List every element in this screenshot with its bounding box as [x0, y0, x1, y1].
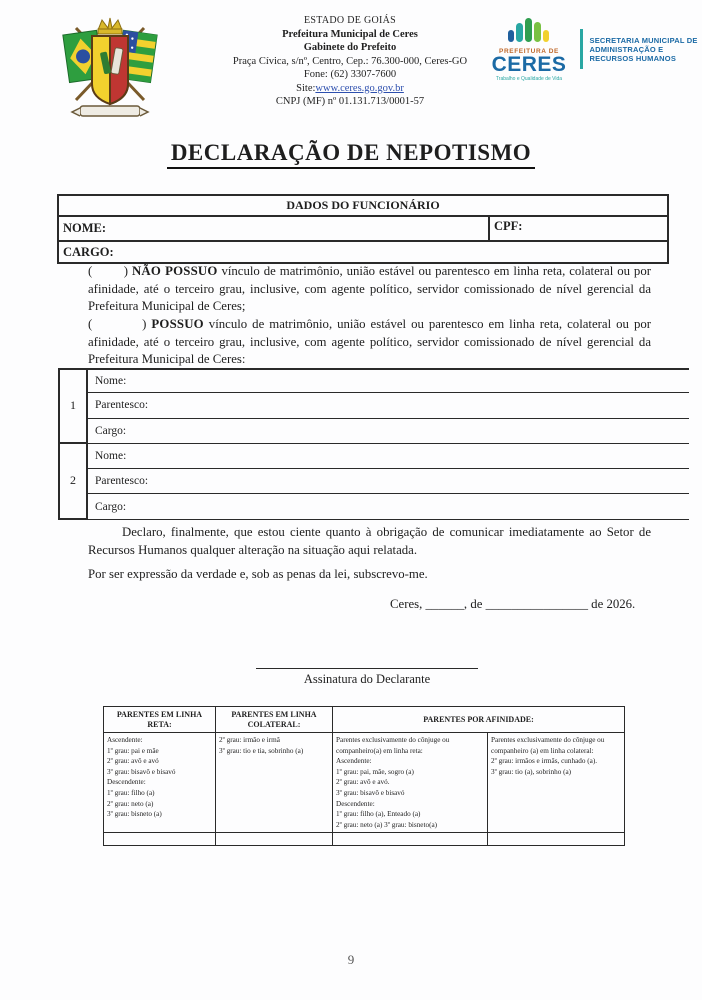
- kin-empty-row: [104, 833, 625, 846]
- kin-header-linha-reta: PARENTES EM LINHA RETA:: [104, 707, 216, 733]
- kin-col-colateral: 2º grau: irmão e irmã 3º grau: tio e tia, sobrinho (a): [216, 733, 333, 833]
- bars-icon: [505, 16, 553, 42]
- option-nao-possuo-text: vínculo de matrimônio, união estável ou parentesco em linha reta, colateral ou por afinidade, até o terceiro grau, inclusive, com agente político, servidor comissionado de nível gerencial da Prefeitura Municipal de Ceres;: [88, 264, 651, 314]
- letterhead-phone: Fone: (62) 3307-7600: [303, 69, 397, 80]
- shield-icon: [92, 36, 128, 104]
- logo-secretariat: SECRETARIA MUNICIPAL DE ADMINISTRAÇÃO E RECURSOS HUMANOS: [589, 35, 698, 63]
- logo-tagline: Trabalho e Qualidade de Vida: [495, 76, 563, 82]
- kin-col-afinidade-colateral: Parentes exclusivamente do cônjuge ou companheiro (a) em linha colateral: 2º grau: irmãos e irmãs, cunhado (a). 3º grau: tio (a), sobrinho (a): [488, 733, 625, 833]
- letterhead-dept: Gabinete do Prefeito: [303, 42, 397, 53]
- logo-name: CERES: [491, 53, 567, 76]
- crown-icon: [98, 18, 122, 34]
- relative-1-nome-field: Nome:: [88, 368, 689, 393]
- relative-1-cargo-field: Cargo:: [88, 419, 689, 444]
- option-possuo-text: vínculo de matrimônio, união estável ou parentesco em linha reta, colateral ou por afinidade, até o terceiro grau, inclusive, com agente político, servidor comissionado de nível gerencial da Prefeitura Municipal de Ceres:: [88, 317, 651, 367]
- letterhead-org: Prefeitura Municipal de Ceres: [282, 28, 418, 40]
- letterhead-address: Praça Cívica, s/nº, Centro, Cep.: 76.300-000, Ceres-GO: [232, 55, 468, 67]
- kin-col-linha-reta: Ascendente: 1º grau: pai e mãe 2º grau: avô e avó 3º grau: bisavô e bisavó Descendente: 1º grau: filho (a) 2º grau: neto (a) 3º grau: bisneto (a): [104, 733, 216, 833]
- employee-table-header: DADOS DO FUNCIONÁRIO: [59, 196, 667, 217]
- option-possuo-keyword: POSSUO: [151, 317, 204, 331]
- letterhead: [175, 14, 525, 109]
- relative-2-cargo-field: Cargo:: [88, 494, 689, 519]
- page-title: DECLARAÇÃO DE NEPOTISMO: [167, 140, 535, 169]
- employee-data-table: [57, 194, 669, 264]
- kin-header-afinidade: PARENTES POR AFINIDADE:: [333, 707, 625, 733]
- kin-header-colateral: PARENTES EM LINHA COLATERAL:: [216, 707, 333, 733]
- cargo-field: CARGO:: [63, 245, 114, 259]
- site-link[interactable]: www.ceres.go.gov.br: [315, 82, 404, 94]
- page-number: 9: [347, 952, 355, 967]
- checkbox-nao-possuo[interactable]: ( ): [88, 264, 128, 278]
- banner-scroll-icon: [72, 106, 148, 116]
- signature-label: Assinatura do Declarante: [303, 672, 431, 686]
- kin-col-afinidade-reta: Parentes exclusivamente do cônjuge ou companheiro(a) em linha reta: Ascendente: 1º grau: pai, mãe, sogro (a) 2º grau: avô e avó. 3º grau: bisavô e bisavó Descendente: 1º grau: filho (a), Enteado (a) 2º grau: neto (a) 3º grau: bisneto(a): [333, 733, 488, 833]
- site-label: Site:: [296, 82, 316, 94]
- letterhead-site: [175, 82, 525, 96]
- date-line: Ceres, ______, de ________________ de 2026.: [390, 597, 636, 611]
- letterhead-state: ESTADO DE GOIÁS: [303, 15, 397, 26]
- oath-line: Por ser expressão da verdade e, sob as penas da lei, subscrevo-me.: [88, 567, 428, 581]
- relatives-form: [58, 368, 689, 520]
- relative-2-nome-field: Nome:: [88, 444, 689, 469]
- declaration-paragraph: Declaro, finalmente, que estou ciente quanto à obrigação de comunicar imediatamente ao Setor de Recursos Humanos qualquer alteração na situação aqui relatada.: [88, 525, 651, 557]
- relative-block-2: [58, 444, 689, 520]
- signature-line: [256, 668, 478, 669]
- option-nao-possuo-keyword: NÃO POSSUO: [131, 264, 218, 278]
- logo-divider: [580, 29, 583, 69]
- name-field: NOME:: [59, 217, 490, 240]
- logo-pretitle: PREFEITURA DE: [499, 48, 559, 55]
- letterhead-cnpj: CNPJ (MF) nº 01.131.713/0001-57: [275, 96, 425, 107]
- relative-block-1: [58, 368, 689, 444]
- relative-2-parentesco-field: Parentesco:: [88, 469, 689, 494]
- option-possuo: [88, 316, 651, 369]
- kinship-reference-table: [103, 706, 625, 846]
- ceres-coat-of-arms-image: [58, 8, 162, 126]
- option-nao-possuo: [88, 263, 651, 316]
- ceres-logo: [485, 16, 702, 82]
- relative-1-parentesco-field: Parentesco:: [88, 393, 689, 418]
- relative-1-number: 1: [58, 368, 88, 444]
- signature-block: [237, 668, 497, 687]
- relative-2-number: 2: [58, 444, 88, 520]
- checkbox-possuo[interactable]: ( ): [88, 317, 147, 331]
- cpf-field: CPF:: [494, 219, 523, 233]
